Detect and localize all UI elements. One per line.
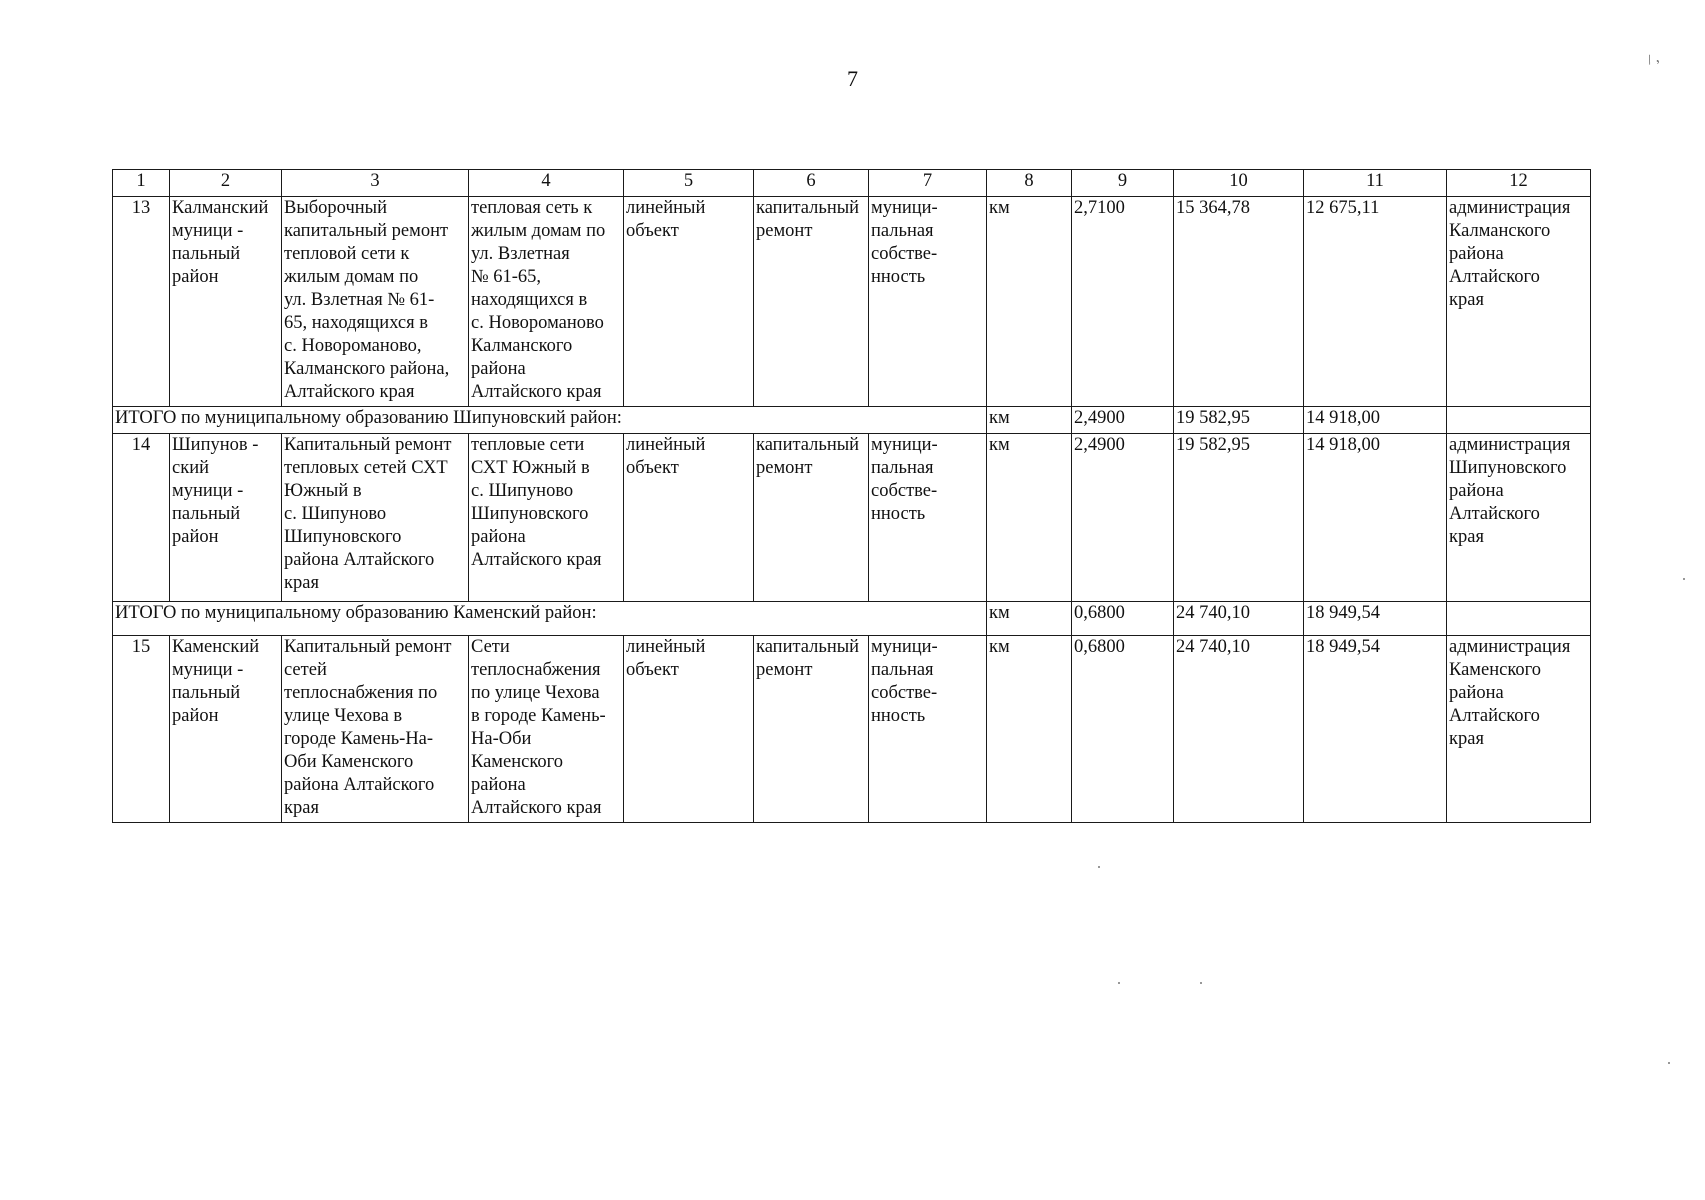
total-cost-cell: 15 364,78: [1174, 197, 1304, 407]
scan-speck: [1200, 982, 1202, 984]
column-number: 11: [1304, 170, 1447, 197]
quantity-cell: 0,6800: [1072, 636, 1174, 823]
column-number: 8: [987, 170, 1072, 197]
column-number: 1: [113, 170, 170, 197]
object-type-cell: линейный объект: [624, 434, 754, 602]
unit-cell: км: [987, 636, 1072, 823]
budget-cost-cell: 18 949,54: [1304, 636, 1447, 823]
executor-cell: администрация Каменского района Алтайского края: [1447, 636, 1591, 823]
subtotal-label: ИТОГО по муниципальному образованию Каменский район:: [113, 602, 987, 636]
quantity-cell: 2,7100: [1072, 197, 1174, 407]
budget-cost-cell: 12 675,11: [1304, 197, 1447, 407]
executor-cell: [1447, 407, 1591, 434]
total-cost-cell: 24 740,10: [1174, 636, 1304, 823]
work-type-cell: капитальный ремонт: [754, 197, 869, 407]
column-number: 7: [869, 170, 987, 197]
executor-cell: администрация Калманского района Алтайского края: [1447, 197, 1591, 407]
unit-cell: км: [987, 434, 1072, 602]
column-number: 2: [170, 170, 282, 197]
corner-pen-mark: / ,: [1645, 50, 1661, 69]
subtotal-row: [113, 407, 1591, 434]
work-type-cell: капитальный ремонт: [754, 434, 869, 602]
work-name-cell: Капитальный ремонт сетей теплоснабжения по улице Чехова в городе Камень-На- Оби Каменского района Алтайского края: [282, 636, 469, 823]
subtotal-label: ИТОГО по муниципальному образованию Шипуновский район:: [113, 407, 987, 434]
work-name-cell: Капитальный ремонт тепловых сетей СХТ Южный в с. Шипуново Шипуновского района Алтайского края: [282, 434, 469, 602]
column-number: 5: [624, 170, 754, 197]
scan-speck: [1098, 866, 1100, 868]
ownership-cell: муници- пальная собстве- нность: [869, 434, 987, 602]
scan-speck: [1683, 578, 1685, 580]
page-number: 7: [847, 66, 858, 91]
column-number: 9: [1072, 170, 1174, 197]
quantity-cell: 0,6800: [1072, 602, 1174, 636]
column-number: 4: [469, 170, 624, 197]
ownership-cell: муници- пальная собстве- нность: [869, 636, 987, 823]
scan-speck: [1118, 982, 1120, 984]
object-name-cell: Сети теплоснабжения по улице Чехова в городе Камень- На-Оби Каменского района Алтайского края: [469, 636, 624, 823]
municipality-cell: Шипунов - ский муници - пальный район: [170, 434, 282, 602]
object-name-cell: тепловые сети СХТ Южный в с. Шипуново Шипуновского района Алтайского края: [469, 434, 624, 602]
row-number: 14: [113, 434, 170, 602]
unit-cell: км: [987, 602, 1072, 636]
quantity-cell: 2,4900: [1072, 434, 1174, 602]
column-number-row: [113, 170, 1591, 197]
table-row: [113, 197, 1591, 407]
unit-cell: км: [987, 197, 1072, 407]
budget-cost-cell: 14 918,00: [1304, 407, 1447, 434]
row-number: 15: [113, 636, 170, 823]
ownership-cell: муници- пальная собстве- нность: [869, 197, 987, 407]
column-number: 6: [754, 170, 869, 197]
column-number: 3: [282, 170, 469, 197]
budget-cost-cell: 18 949,54: [1304, 602, 1447, 636]
budget-cost-cell: 14 918,00: [1304, 434, 1447, 602]
object-type-cell: линейный объект: [624, 636, 754, 823]
work-name-cell: Выборочный капитальный ремонт тепловой сети к жилым домам по ул. Взлетная № 61- 65, находящихся в с. Новороманово, Калманского района, Алтайского края: [282, 197, 469, 407]
object-name-cell: тепловая сеть к жилым домам по ул. Взлетная № 61-65, находящихся в с. Новороманово Калманского района Алтайского края: [469, 197, 624, 407]
table-row: [113, 636, 1591, 823]
total-cost-cell: 19 582,95: [1174, 407, 1304, 434]
total-cost-cell: 19 582,95: [1174, 434, 1304, 602]
executor-cell: [1447, 602, 1591, 636]
municipality-cell: Калманский муници - пальный район: [170, 197, 282, 407]
subtotal-row: [113, 602, 1591, 636]
executor-cell: администрация Шипуновского района Алтайского края: [1447, 434, 1591, 602]
scan-speck: [1668, 1062, 1670, 1064]
column-number: 12: [1447, 170, 1591, 197]
work-type-cell: капитальный ремонт: [754, 636, 869, 823]
table-row: [113, 434, 1591, 602]
object-type-cell: линейный объект: [624, 197, 754, 407]
quantity-cell: 2,4900: [1072, 407, 1174, 434]
row-number: 13: [113, 197, 170, 407]
works-table: [112, 169, 1591, 823]
column-number: 10: [1174, 170, 1304, 197]
unit-cell: км: [987, 407, 1072, 434]
total-cost-cell: 24 740,10: [1174, 602, 1304, 636]
municipality-cell: Каменский муници - пальный район: [170, 636, 282, 823]
